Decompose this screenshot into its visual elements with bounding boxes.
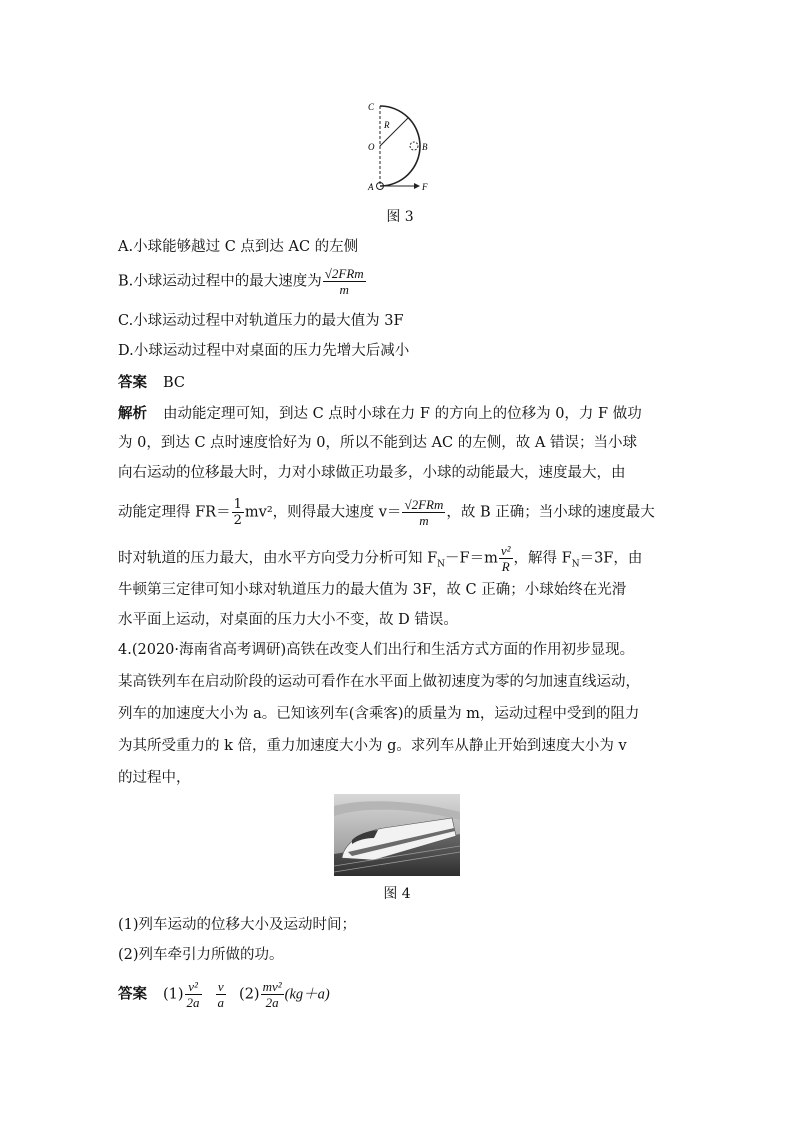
option-c: C.小球运动过程中对轨道压力的最大值为 3F (118, 313, 404, 329)
answer-4-p2: (2) (239, 986, 260, 1003)
figure-4-caption: 图 4 (383, 886, 411, 902)
analysis-frac-vmax-num: √2FRm (404, 497, 444, 512)
answer-4-frac-3-num: mv² (262, 979, 282, 994)
label-a: A (368, 182, 374, 192)
label-o: O (368, 142, 375, 152)
label-c: C (368, 102, 375, 112)
analysis-l4a: 动能定理得 FR＝ (118, 504, 231, 521)
analysis-frac-vmax (402, 497, 445, 528)
analysis-l5d: ＝3F，由 (579, 550, 643, 567)
semicircle-track (380, 106, 420, 186)
option-b-fraction (323, 266, 366, 297)
label-r: R (384, 120, 390, 130)
question-4-line-1: 4.(2020·海南省高考调研)高铁在改变人们出行和生活方式方面的作用初步显现。 (118, 642, 635, 658)
answer-4-p1: (1) (163, 986, 184, 1003)
analysis-label: 解析 (118, 405, 147, 422)
question-4-line-4: 为其所受重力的 k 倍，重力加速度大小为 g。求列车从静止开始到速度大小为 v (118, 738, 627, 754)
analysis-frac-half-num: 1 (233, 497, 242, 512)
analysis-frac-vmax-den: m (419, 513, 429, 528)
analysis-frac-v2r (499, 543, 513, 574)
analysis-line-7: 水平面上运动，对桌面的压力大小不变，故 D 错误。 (118, 612, 458, 628)
answer-4-frac-3 (261, 979, 284, 1010)
ball-at-b (410, 142, 418, 150)
answer-4 (118, 979, 330, 1010)
option-b (118, 266, 367, 297)
analysis-text-1: 由动能定理可知，到达 C 点时小球在力 F 的方向上的位移为 0，力 F 做功 (163, 406, 642, 422)
analysis-line-3: 向右运动的位移最大时，力对小球做正功最多，小球的动能最大，速度最大，由 (118, 465, 626, 481)
analysis-frac-v2r-num: v² (500, 543, 511, 558)
analysis-line-2: 为 0，到达 C 点时速度恰好为 0，所以不能到达 AC 的左侧，故 A 错误；当小球 (118, 435, 637, 451)
answer-1-label: 答案 (118, 374, 147, 391)
sub-question-1: (1)列车运动的位移大小及运动时间； (118, 917, 357, 933)
analysis-line-4 (118, 497, 655, 528)
answer-4-frac-1-num: v² (185, 979, 202, 995)
answer-4-frac-2 (216, 979, 227, 1010)
analysis-line-6: 牛顿第三定律可知小球对轨道压力的最大值为 3F，故 C 正确；小球始终在光滑 (118, 582, 627, 598)
figure-3-track-diagram (350, 100, 460, 196)
answer-4-frac-3-den: 2a (265, 995, 279, 1010)
analysis-l4b: mv²，则得最大速度 v＝ (244, 504, 402, 521)
analysis-l5c: ，解得 F (513, 550, 572, 567)
analysis-frac-half-den: 2 (233, 513, 242, 528)
analysis-frac-half (232, 497, 244, 528)
analysis-l5a: 时对轨道的压力最大，由水平方向受力分析可知 F (118, 550, 438, 567)
option-b-fraction-num: √2FRm (324, 266, 364, 281)
force-arrow-head (414, 183, 420, 189)
sub-question-2: (2)列车牵引力所做的功。 (118, 947, 284, 963)
answer-4-frac-2-den: a (217, 995, 225, 1010)
answer-4-frac-1-den: 2a (186, 995, 200, 1010)
analysis-l5b: －F＝m (445, 550, 498, 567)
label-f: F (422, 182, 428, 192)
answer-1 (118, 373, 185, 393)
question-4-line-2: 某高铁列车在启动阶段的运动可看作在水平面上做初速度为零的匀加速直线运动， (118, 674, 640, 690)
answer-1-value: BC (163, 375, 186, 391)
answer-4-frac-2-num: v (216, 979, 227, 995)
figure-4-train-image (334, 794, 460, 876)
analysis-l4c: ，故 B 正确；当小球的速度最大 (446, 504, 655, 521)
analysis-l5-sub: N (437, 559, 446, 570)
label-b: B (422, 142, 428, 152)
option-a: A.小球能够越过 C 点到达 AC 的左侧 (118, 239, 359, 255)
analysis-frac-v2r-den: R (501, 559, 510, 574)
option-b-fraction-den: m (339, 282, 349, 297)
analysis-line-1 (118, 404, 642, 424)
question-4-line-5: 的过程中， (118, 770, 191, 786)
analysis-line-5 (118, 543, 642, 574)
figure-3-caption: 图 3 (386, 209, 414, 225)
answer-4-frac-1 (185, 979, 202, 1010)
answer-4-label: 答案 (118, 985, 147, 1003)
option-b-text: B.小球运动过程中的最大速度为 (118, 273, 322, 290)
answer-4-p3: (kg＋a) (284, 986, 330, 1003)
analysis-l5-sub2: N (571, 559, 580, 570)
question-4-line-3: 列车的加速度大小为 a。已知该列车(含乘客)的质量为 m，运动过程中受到的阻力 (118, 706, 640, 722)
option-d: D.小球运动过程中对桌面的压力先增大后减小 (118, 343, 410, 359)
